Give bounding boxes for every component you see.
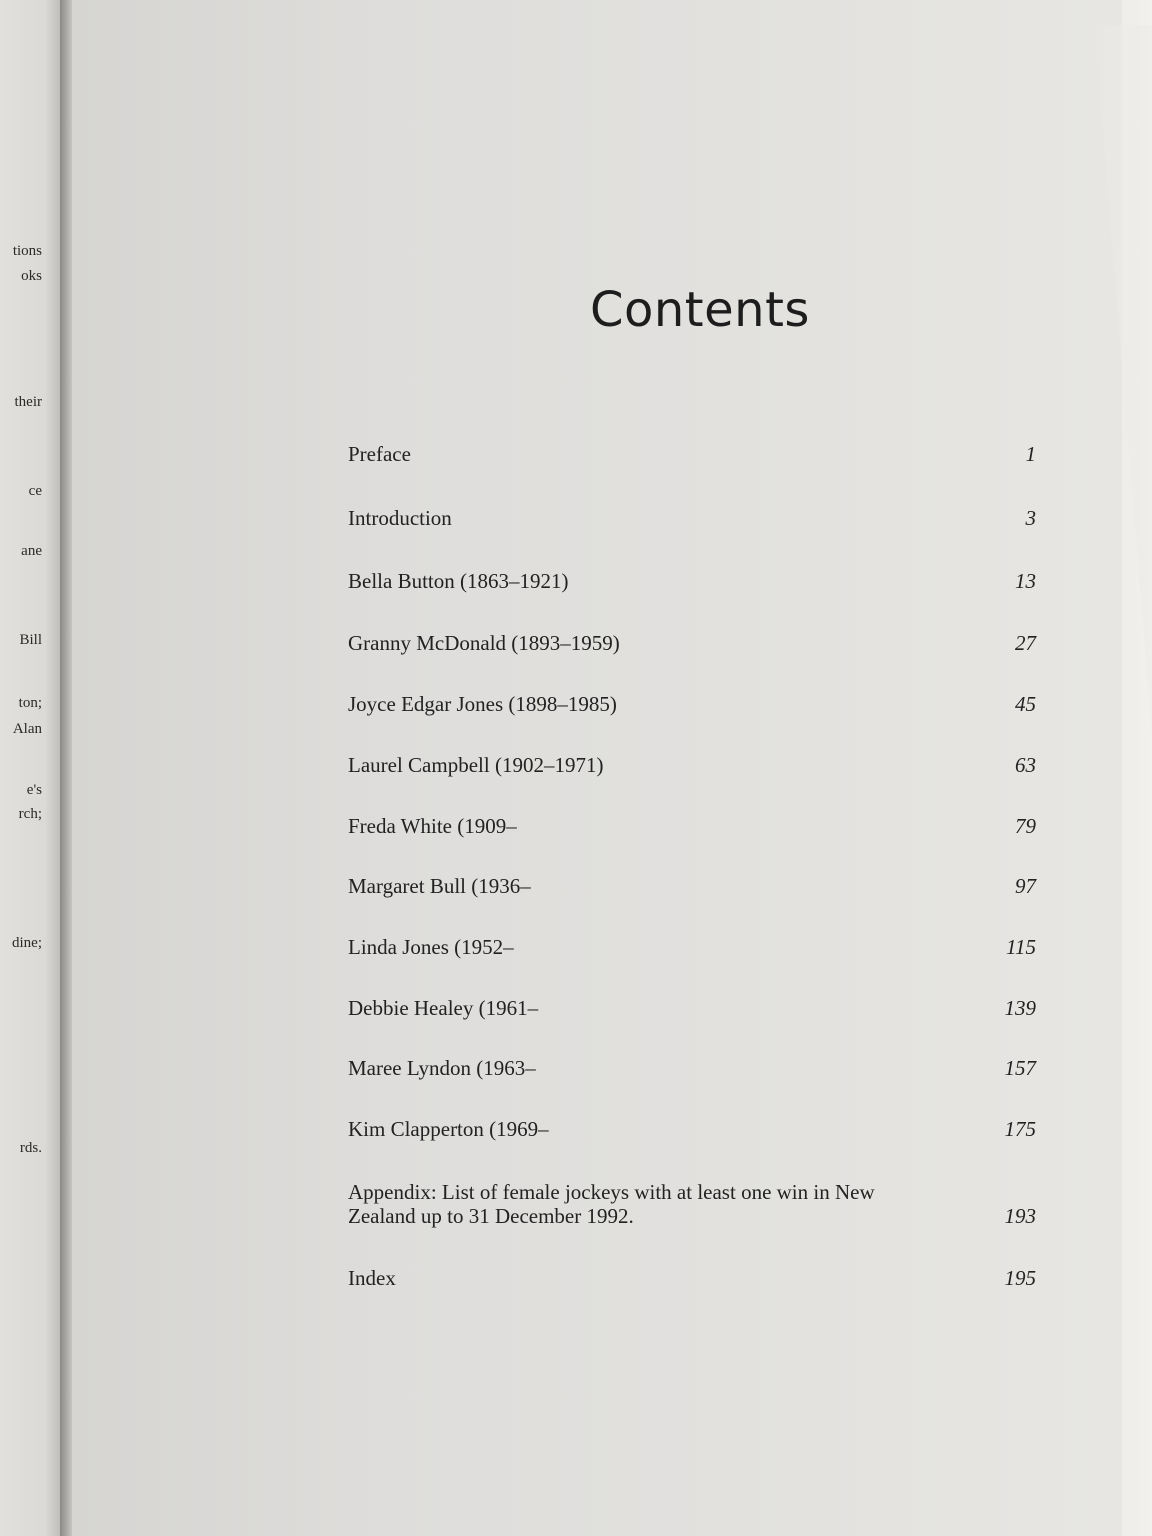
toc-entry-page: 139	[1004, 996, 1036, 1020]
facing-page-fragment: rch;	[18, 806, 42, 822]
toc-entry-title: Introduction	[348, 506, 452, 530]
toc-entry-page: 13	[1015, 569, 1036, 593]
toc-entry-page: 79	[1015, 814, 1036, 838]
toc-entry-title: Debbie Healey (1961–	[348, 996, 539, 1020]
toc-entry-page: 3	[1025, 506, 1036, 530]
toc-entry-title: Laurel Campbell (1902–1971)	[348, 753, 604, 777]
toc-entry-title: Appendix: List of female jockeys with at least one win in New Zealand up to 31 December 1992.	[348, 1180, 875, 1228]
facing-page-fragment: tions	[12, 243, 42, 259]
toc-entry-page: 97	[1015, 874, 1036, 898]
facing-page-fragment: ce	[28, 483, 42, 499]
toc-entry-title: Margaret Bull (1936–	[348, 874, 531, 898]
toc-entry-title: Freda White (1909–	[348, 814, 517, 838]
facing-page-fragment: oks	[21, 268, 42, 284]
facing-page	[0, 0, 64, 1536]
toc-entry-page: 175	[1004, 1117, 1036, 1141]
toc-entry-page: 63	[1015, 753, 1036, 777]
facing-page-fragment: their	[14, 394, 42, 410]
toc-entry-title: Maree Lyndon (1963–	[348, 1056, 536, 1080]
toc-entry-title: Index	[348, 1266, 396, 1290]
toc-entry-title: Kim Clapperton (1969–	[348, 1117, 549, 1141]
toc-entry-title: Joyce Edgar Jones (1898–1985)	[348, 692, 617, 716]
facing-page-fragment: ton;	[18, 695, 42, 711]
facing-page-fragment: rds.	[19, 1140, 42, 1156]
facing-page-fragment: ane	[21, 543, 42, 559]
toc-entry-title: Linda Jones (1952–	[348, 935, 514, 959]
page-title: Contents	[590, 282, 810, 338]
toc-entry-page: 193	[1004, 1204, 1036, 1228]
facing-page-fragment: Bill	[19, 632, 42, 648]
toc-entry-title: Bella Button (1863–1921)	[348, 569, 569, 593]
toc-entry-page: 45	[1015, 692, 1036, 716]
facing-page-fragment: dine;	[12, 935, 42, 951]
toc-entry-page: 27	[1015, 631, 1036, 655]
toc-entry-page: 1	[1025, 442, 1036, 466]
facing-page-fragment: e's	[26, 782, 42, 798]
toc-entry-page: 195	[1004, 1266, 1036, 1290]
toc-entry-title: Granny McDonald (1893–1959)	[348, 631, 620, 655]
toc-entry-page: 157	[1004, 1056, 1036, 1080]
toc-entry-page: 115	[1006, 935, 1036, 959]
toc-entry-title: Preface	[348, 442, 411, 466]
facing-page-fragment: Alan	[12, 721, 42, 737]
